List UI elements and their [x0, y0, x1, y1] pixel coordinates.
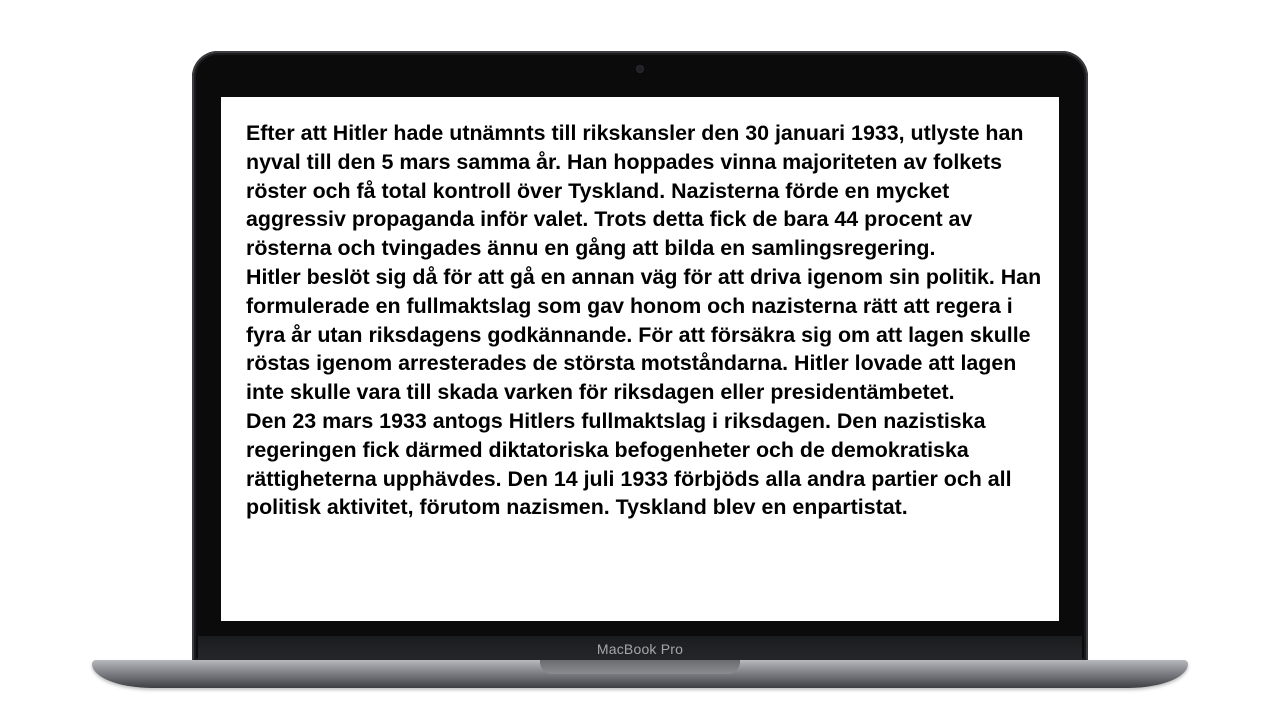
slide-text-body	[246, 119, 1051, 522]
paragraph-enabling-act: Hitler beslöt sig då för att gå en annan väg för att driva igenom sin politik. Han formulerade en fullmaktslag som gav honom och nazisterna rätt att regera i fyra år utan riksdagens godkännande. För att försäkra sig om att lagen skulle röstas igenom arresterades de största motståndarna. Hitler lovade att lagen inte skulle vara till skada varken för riksdagen eller presidentämbetet.	[246, 264, 1042, 405]
brand-label: MacBook Pro	[596, 641, 684, 657]
camera-icon	[636, 65, 644, 73]
laptop-base	[92, 660, 1188, 688]
laptop-screen	[221, 97, 1059, 621]
paragraph-election: Efter att Hitler hade utnämnts till rikskansler den 30 januari 1933, utlyste han nyval till den 5 mars samma år. Han hoppades vinna majoriteten av folkets röster och få total kontroll över Tyskland. Nazisterna förde en mycket aggressiv propaganda inför valet. Trots detta fick de bara 44 procent av rösterna och tvingades ännu en gång att bilda en samlingsregering.	[246, 121, 1024, 261]
paragraph-one-party-state: Den 23 mars 1933 antogs Hitlers fullmaktslag i riksdagen. Den nazistiska regeringen fick därmed diktatoriska befogenheter och de demokratiska rättigheterna upphävdes. Den 14 juli 1933 förbjöds alla andra partier och all politisk aktivitet, förutom nazismen. Tyskland blev en enpartistat.	[246, 408, 1012, 520]
laptop-chin	[198, 636, 1082, 662]
base-notch	[540, 660, 740, 674]
laptop-lid	[192, 51, 1088, 662]
